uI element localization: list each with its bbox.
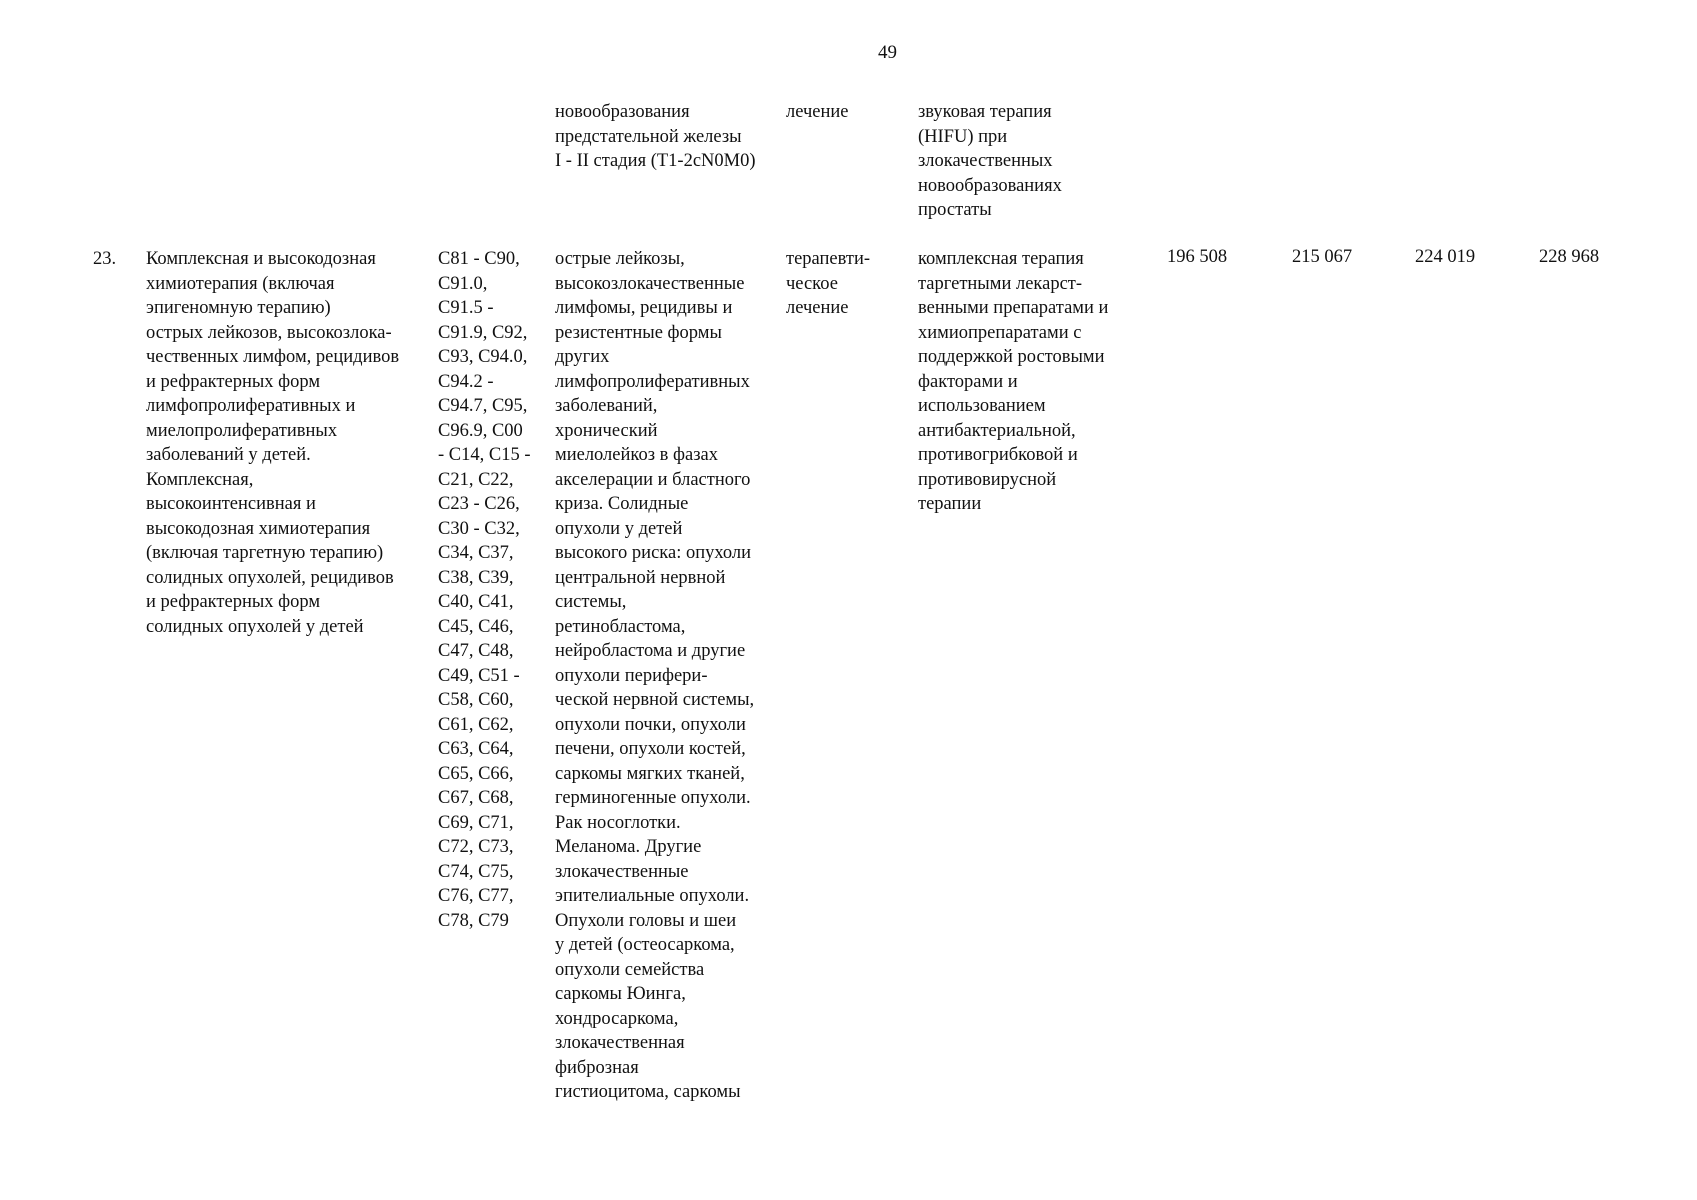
row-price-2: 215 067: [1292, 247, 1353, 267]
row-icd-codes-line: C91.5 -: [438, 298, 494, 318]
row-diagnosis-line: высокого риска: опухоли: [555, 543, 752, 563]
row-diagnosis-line: лимфомы, рецидивы и: [555, 298, 733, 318]
row-icd-codes-line: C34, C37,: [438, 543, 514, 563]
row-diagnosis-line: заболеваний,: [555, 396, 658, 416]
row-diagnosis-line: опухоли почки, опухоли: [555, 714, 746, 735]
row-diagnosis: [555, 247, 754, 1105]
row-diagnosis-line: акселерации и бластного: [555, 469, 751, 490]
row-icd-codes-line: C61, C62,: [438, 714, 514, 735]
continuation-method-line: звуковая терапия: [918, 102, 1052, 122]
row-treatment-method-line: факторами и: [918, 371, 1018, 392]
row-diagnosis-line: опухоли у детей: [555, 518, 683, 539]
row-care-type-name-line: и рефрактерных форм: [146, 592, 321, 612]
row-diagnosis-line: саркомы Юинга,: [555, 984, 686, 1004]
row-care-type-name-line: миелопролиферативных: [146, 420, 338, 441]
row-care-type-name-line: эпигеномную терапию): [146, 298, 331, 318]
row-diagnosis-line: у детей (остеосаркома,: [555, 935, 735, 955]
row-number: 23.: [93, 249, 117, 269]
row-treatment-method-line: комплексная терапия: [918, 249, 1084, 269]
row-icd-codes-line: C69, C71,: [438, 812, 514, 833]
row-diagnosis-line: печени, опухоли костей,: [555, 739, 746, 759]
continuation-method-line: (HIFU) при: [918, 126, 1008, 147]
row-care-type-name-line: лимфопролиферативных и: [146, 396, 356, 416]
row-treatment-method-line: противовирусной: [918, 469, 1057, 490]
row-treatment-method-line: противогрибковой и: [918, 445, 1078, 465]
row-diagnosis-line: ретинобластома,: [555, 616, 686, 637]
row-diagnosis-line: острые лейкозы,: [555, 249, 685, 269]
row-icd-codes-line: C45, C46,: [438, 616, 514, 637]
row-icd-codes-line: C30 - C32,: [438, 518, 520, 539]
row-icd-codes-line: C67, C68,: [438, 788, 514, 808]
row-treatment-method-line: химиопрепаратами с: [918, 322, 1082, 343]
row-treatment-method-line: терапии: [918, 494, 982, 514]
row-care-type-name-line: заболеваний у детей.: [146, 445, 311, 465]
row-care-type-name-line: и рефрактерных форм: [146, 371, 321, 392]
row-icd-codes-line: C76, C77,: [438, 886, 514, 906]
row-price-1: 196 508: [1167, 247, 1228, 267]
row-diagnosis-line: Опухоли головы и шеи: [555, 910, 737, 931]
row-treatment-method: [918, 247, 1108, 517]
row-treatment-method-line: поддержкой ростовыми: [918, 347, 1105, 367]
row-diagnosis-line: лимфопролиферативных: [555, 371, 750, 392]
continuation-diagnosis: [555, 100, 756, 174]
row-treatment-type-line: терапевти-: [786, 249, 871, 269]
row-treatment-method-line: таргетными лекарст-: [918, 273, 1083, 294]
row-icd-codes: [438, 247, 531, 933]
row-icd-codes-line: C81 - C90,: [438, 249, 520, 269]
row-icd-codes-line: C21, C22,: [438, 469, 514, 490]
row-diagnosis-line: криза. Солидные: [555, 494, 689, 514]
row-icd-codes-line: C94.2 -: [438, 371, 494, 392]
row-icd-codes-line: C49, C51 -: [438, 665, 520, 686]
continuation-treatment-type: [786, 100, 849, 125]
row-diagnosis-line: других: [555, 347, 610, 367]
row-icd-codes-line: C91.0,: [438, 273, 488, 294]
row-diagnosis-line: Меланома. Другие: [555, 837, 702, 857]
row-icd-codes-line: C93, C94.0,: [438, 347, 528, 367]
row-care-type-name-line: химиотерапия (включая: [146, 273, 335, 294]
page-number: 49: [878, 42, 897, 63]
row-treatment-type-line: ческое: [786, 273, 838, 294]
row-icd-codes-line: C94.7, C95,: [438, 396, 528, 416]
row-treatment-method-line: венными препаратами и: [918, 298, 1109, 318]
row-care-type-name-line: Комплексная,: [146, 469, 254, 490]
row-icd-codes-line: C74, C75,: [438, 861, 514, 882]
row-diagnosis-line: опухоли перифери-: [555, 665, 708, 686]
row-diagnosis-line: системы,: [555, 592, 627, 612]
row-diagnosis-line: герминогенные опухоли.: [555, 788, 751, 808]
row-diagnosis-line: миелолейкоз в фазах: [555, 445, 718, 465]
row-diagnosis-line: эпителиальные опухоли.: [555, 886, 750, 906]
row-diagnosis-line: фиброзная: [555, 1057, 639, 1078]
row-care-type-name-line: высокоинтенсивная и: [146, 494, 316, 514]
row-treatment-method-line: использованием: [918, 396, 1046, 416]
row-treatment-method-line: антибактериальной,: [918, 420, 1076, 441]
row-icd-codes-line: C72, C73,: [438, 837, 514, 857]
row-diagnosis-line: саркомы мягких тканей,: [555, 763, 745, 784]
row-care-type-name-line: Комплексная и высокодозная: [146, 249, 376, 269]
row-treatment-type-line: лечение: [786, 298, 849, 318]
row-care-type-name-line: солидных опухолей, рецидивов: [146, 567, 394, 588]
row-care-type-name-line: (включая таргетную терапию): [146, 543, 384, 563]
row-diagnosis-line: центральной нервной: [555, 567, 726, 588]
row-diagnosis-line: гистиоцитома, саркомы: [555, 1082, 741, 1102]
row-treatment-type: [786, 247, 870, 321]
row-icd-codes-line: C40, C41,: [438, 592, 514, 612]
row-icd-codes-line: C23 - C26,: [438, 494, 520, 514]
row-icd-codes-line: C91.9, C92,: [438, 322, 528, 343]
row-icd-codes-line: C63, C64,: [438, 739, 514, 759]
row-icd-codes-line: C58, C60,: [438, 690, 514, 710]
continuation-diagnosis-line: новообразования: [555, 102, 690, 122]
row-care-type-name-line: острых лейкозов, высокозлока-: [146, 322, 392, 343]
row-care-type-name: [146, 247, 399, 639]
row-diagnosis-line: хронический: [555, 420, 658, 441]
continuation-method: [918, 100, 1062, 223]
row-icd-codes-line: - C14, C15 -: [438, 445, 531, 465]
row-diagnosis-line: резистентные формы: [555, 322, 722, 343]
row-icd-codes-line: C96.9, C00: [438, 420, 523, 441]
row-icd-codes-line: C65, C66,: [438, 763, 514, 784]
continuation-diagnosis-line: предстательной железы: [555, 126, 742, 147]
row-care-type-name-line: чественных лимфом, рецидивов: [146, 347, 400, 367]
continuation-method-line: новообразованиях: [918, 175, 1062, 196]
row-diagnosis-line: нейробластома и другие: [555, 641, 746, 661]
row-price-4: 228 968: [1539, 247, 1600, 267]
row-diagnosis-line: злокачественные: [555, 861, 689, 882]
continuation-diagnosis-line: I - II стадия (T1-2cN0M0): [555, 151, 756, 171]
continuation-method-line: простаты: [918, 200, 992, 220]
row-diagnosis-line: хондросаркома,: [555, 1008, 679, 1029]
row-care-type-name-line: солидных опухолей у детей: [146, 616, 364, 637]
row-icd-codes-line: C38, C39,: [438, 567, 514, 588]
row-diagnosis-line: злокачественная: [555, 1033, 685, 1053]
row-diagnosis-line: ческой нервной системы,: [555, 690, 755, 710]
row-care-type-name-line: высокодозная химиотерапия: [146, 518, 371, 539]
continuation-method-line: злокачественных: [918, 151, 1053, 171]
row-diagnosis-line: опухоли семейства: [555, 959, 705, 980]
row-diagnosis-line: Рак носоглотки.: [555, 812, 681, 833]
row-price-3: 224 019: [1415, 247, 1476, 267]
row-diagnosis-line: высокозлокачественные: [555, 273, 745, 294]
row-icd-codes-line: C78, C79: [438, 910, 509, 931]
continuation-treatment-type-line: лечение: [786, 102, 849, 122]
row-icd-codes-line: C47, C48,: [438, 641, 514, 661]
